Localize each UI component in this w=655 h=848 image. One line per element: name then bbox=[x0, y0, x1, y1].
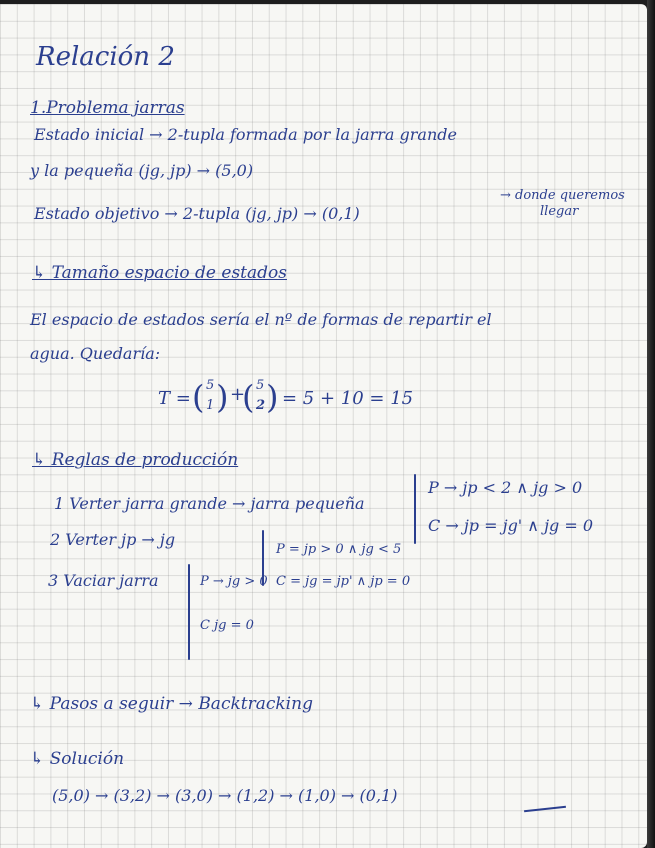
binom1-bottom: 1 bbox=[206, 398, 215, 413]
state-space-text-line2: agua. Quedaría: bbox=[30, 344, 161, 363]
rule3-bracket-line bbox=[188, 564, 190, 660]
rule1-precondition: P → jp < 2 ∧ jg > 0 bbox=[428, 478, 583, 497]
state-space-formula bbox=[158, 374, 418, 424]
goal-state: Estado objetivo → 2-tupla (jg, jp) → (0,1) bbox=[34, 204, 360, 223]
rule2-precondition: P = jp > 0 ∧ jg < 5 bbox=[276, 542, 402, 557]
formula-plus: + bbox=[230, 384, 246, 405]
rule1-bracket-line bbox=[414, 474, 416, 544]
initial-state-line2: y la pequeña (jg, jp) → (5,0) bbox=[30, 161, 254, 180]
rule2-consequence: C = jg = jp' ∧ jp = 0 bbox=[276, 574, 411, 589]
rule3-precondition: P → jg > 0 bbox=[200, 574, 268, 589]
notebook-page bbox=[0, 4, 647, 848]
binom2-bottom: 2 bbox=[256, 398, 266, 413]
binom1-top: 5 bbox=[206, 378, 215, 393]
binom1-close-paren: ) bbox=[216, 378, 229, 416]
formula-lhs: T = bbox=[158, 388, 191, 409]
rules-heading: ↳ Reglas de producción bbox=[32, 450, 239, 470]
goal-note-line2: llegar bbox=[540, 204, 579, 219]
initial-state-line1: Estado inicial → 2-tupla formada por la jarra grande bbox=[34, 125, 457, 144]
rule3-text: 3 Vaciar jarra bbox=[48, 571, 159, 590]
solution-underline bbox=[524, 806, 566, 812]
solution-path: (5,0) → (3,2) → (3,0) → (1,2) → (1,0) → (0,1) bbox=[52, 786, 398, 805]
rule3-consequence: C jg = 0 bbox=[200, 618, 254, 633]
rule2-text: 2 Verter jp → jg bbox=[50, 530, 176, 549]
binom2-top: 5 bbox=[256, 378, 265, 393]
binom1-open-paren: ( bbox=[192, 378, 205, 416]
rule1-text: 1 Verter jarra grande → jarra pequeña bbox=[54, 494, 365, 513]
solution-heading: ↳ Solución bbox=[30, 749, 125, 769]
state-space-text-line1: El espacio de estados sería el nº de formas de repartir el bbox=[30, 310, 492, 329]
page-edge bbox=[647, 0, 655, 848]
binom2-open-paren: ( bbox=[242, 378, 255, 416]
goal-note-line1: → donde queremos bbox=[500, 188, 625, 203]
steps-heading: ↳ Pasos a seguir → Backtracking bbox=[30, 694, 313, 714]
rule1-consequence: C → jp = jg' ∧ jg = 0 bbox=[428, 516, 594, 535]
page-title: Relación 2 bbox=[36, 42, 175, 72]
state-space-heading: ↳ Tamaño espacio de estados bbox=[32, 263, 287, 283]
binom2-close-paren: ) bbox=[266, 378, 279, 416]
problem-heading: 1.Problema jarras bbox=[30, 98, 185, 118]
formula-rhs: = 5 + 10 = 15 bbox=[282, 388, 414, 409]
